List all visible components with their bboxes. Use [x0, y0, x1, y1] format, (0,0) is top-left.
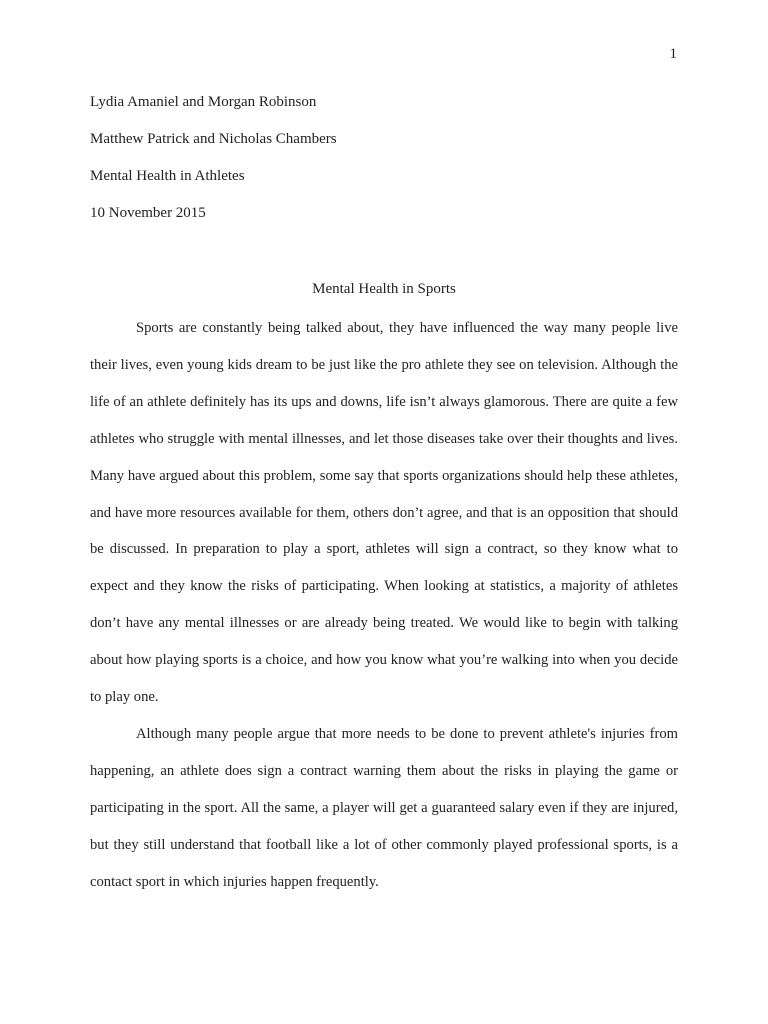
header-course: Mental Health in Athletes [90, 168, 245, 184]
header-date: 10 November 2015 [90, 205, 206, 221]
page-number: 1 [669, 46, 677, 62]
essay-body [90, 310, 678, 901]
header-instructors: Matthew Patrick and Nicholas Chambers [90, 131, 337, 147]
paragraph: Although many people argue that more needs to be done to prevent athlete's injuries from happening, an athlete does sign a contract warning them about the risks in playing the game or participating in the sport. All the same, a player will get a guaranteed salary even if they are injured, but they still understand that football like a lot of other commonly played professional sports, is a contact sport in which injuries happen frequently. [90, 725, 678, 890]
essay-title: Mental Health in Sports [312, 281, 456, 297]
header-students: Lydia Amaniel and Morgan Robinson [90, 94, 317, 110]
paragraph: Sports are constantly being talked about, they have influenced the way many people live their lives, even young kids dream to be just like the pro athlete they see on television. Although the life of an athlete definitely has its ups and downs, life isn’t always glamorous. There are quite a few athletes who struggle with mental illnesses, and let those diseases take over their thoughts and lives. Many have argued about this problem, some say that sports organizations should help these athletes, and have more resources available for them, others don’t agree, and that is an opposition that should be discussed. In preparation to play a sport, athletes will sign a contract, so they know what to expect and they know the risks of participating. When looking at statistics, a majority of athletes don’t have any mental illnesses or are already being treated. We would like to begin with talking about how playing sports is a choice, and how you know what you’re walking into when you decide to play one. [90, 320, 678, 706]
